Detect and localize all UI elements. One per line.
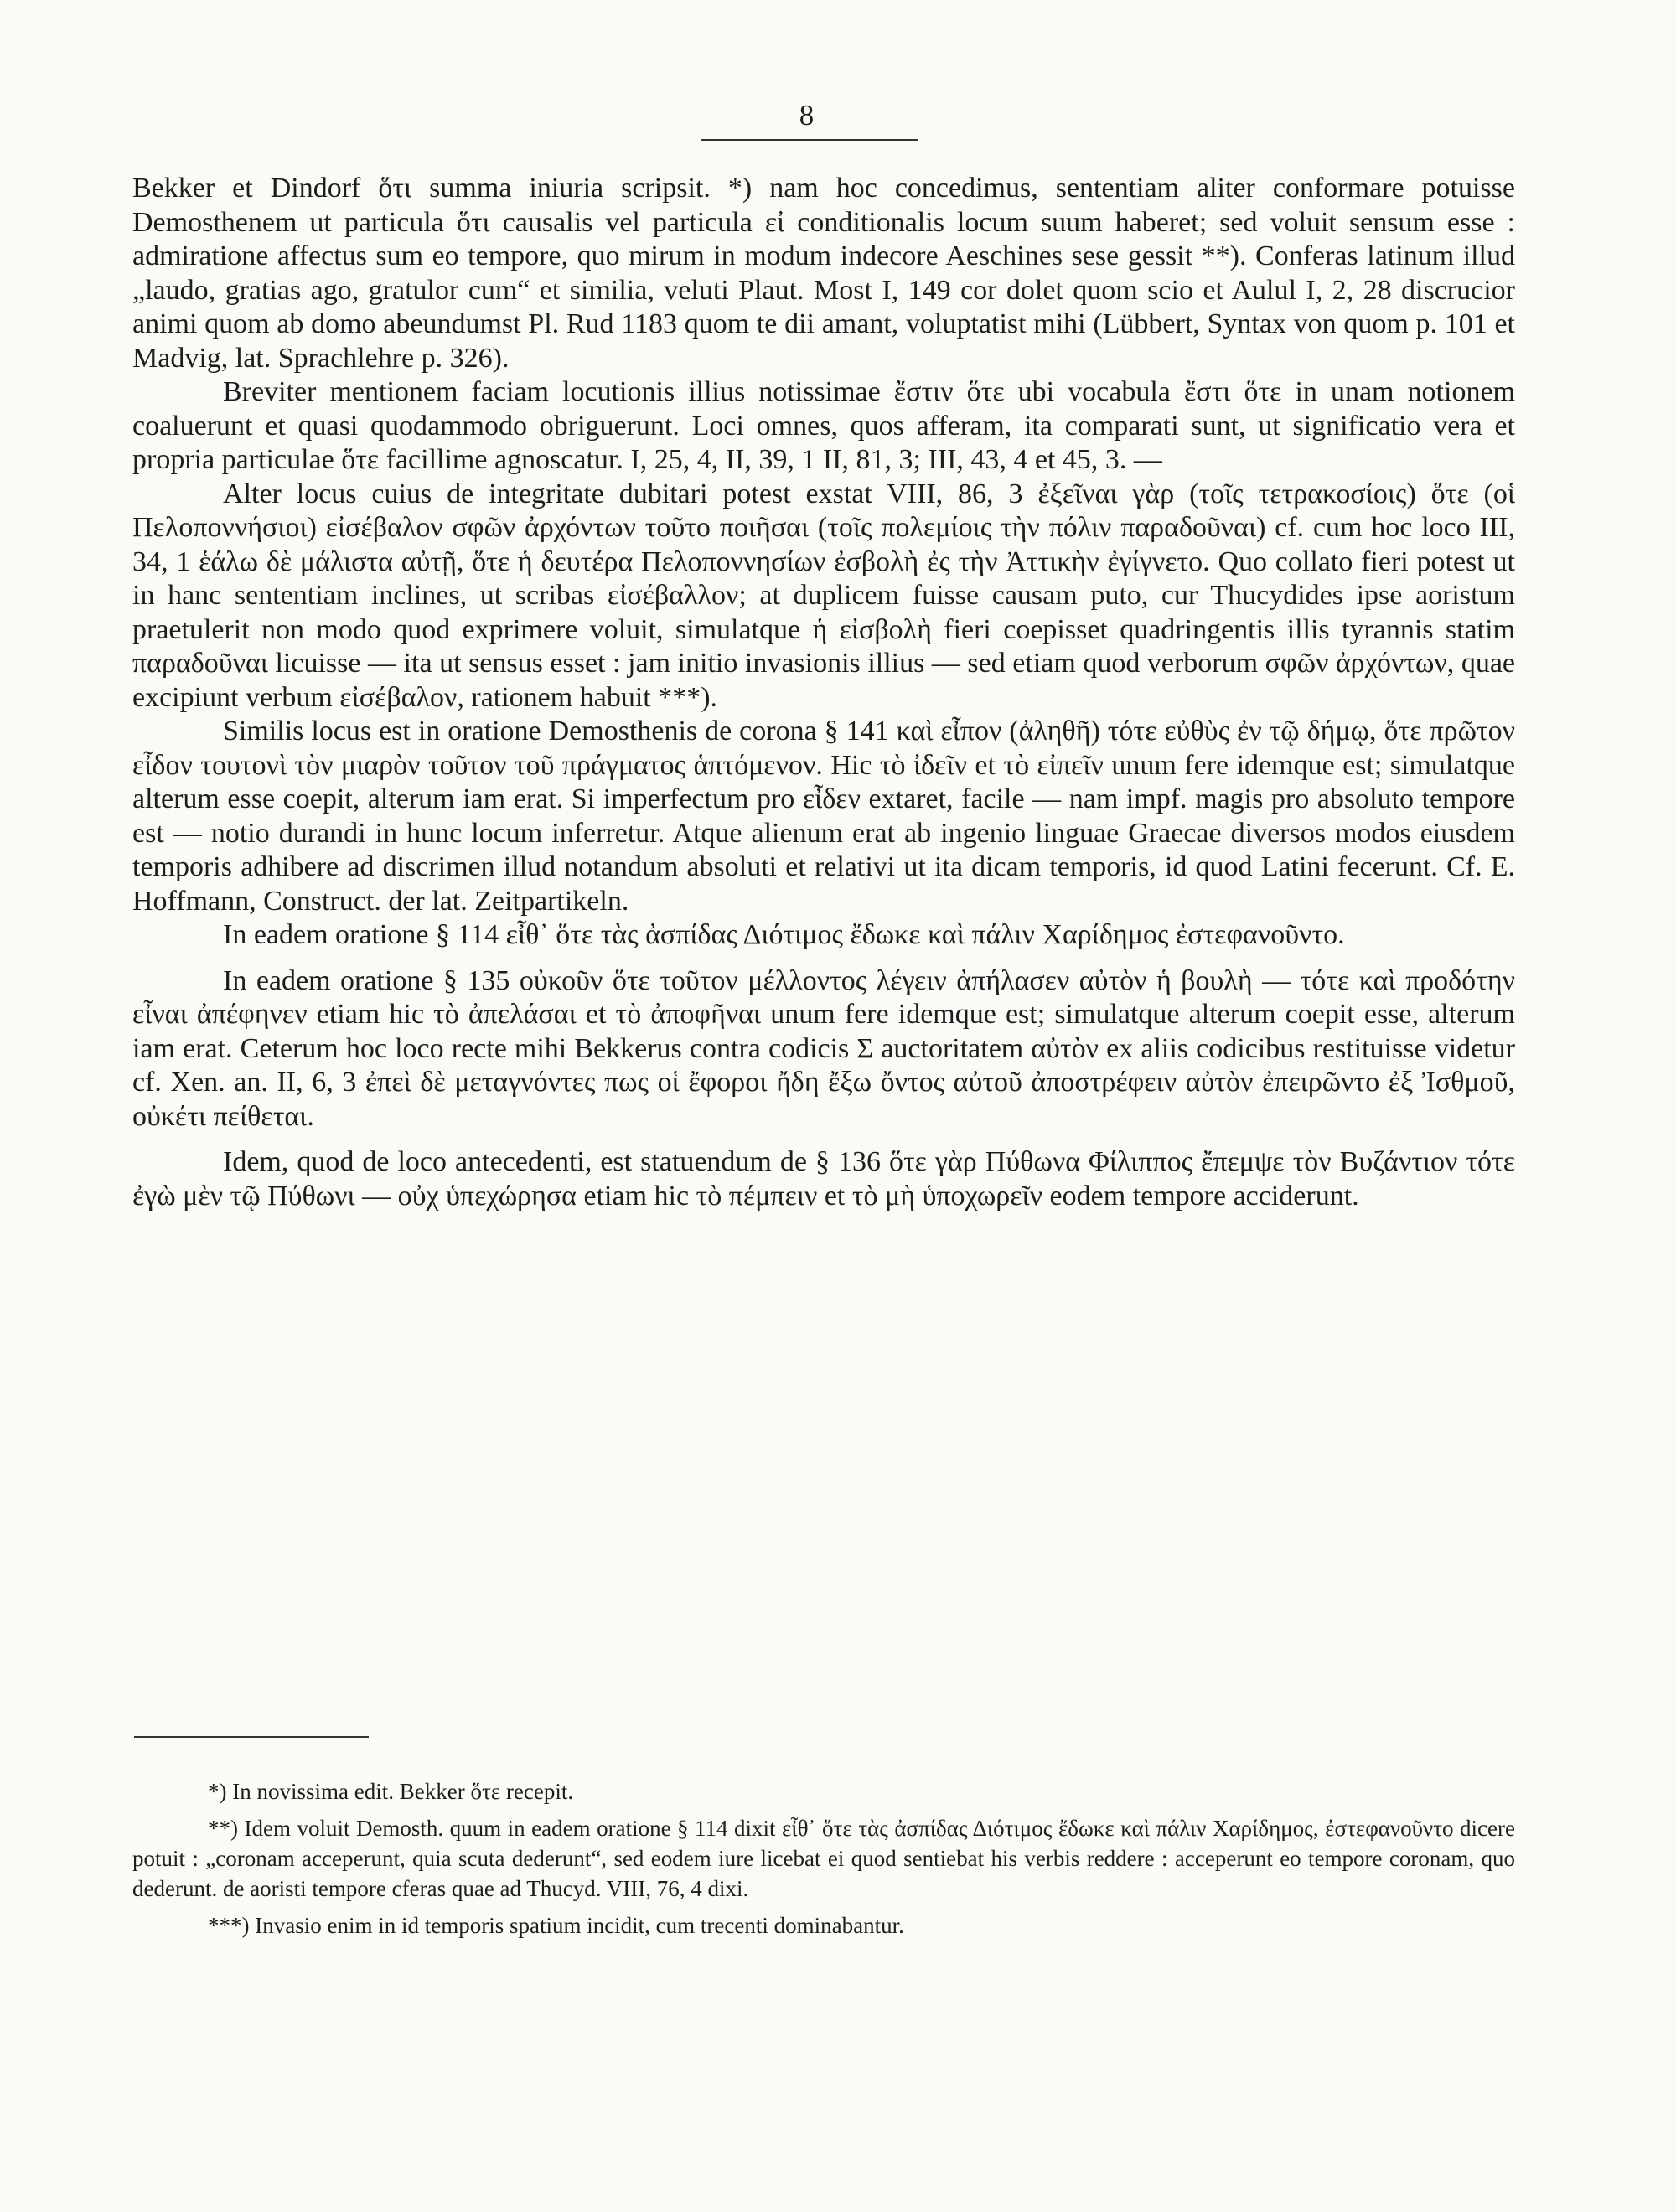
- paragraph-5: In eadem oratione § 114 εἶθ᾽ ὅτε τὰς ἀσπίδας Διότιμος ἔδωκε καὶ πάλιν Χαρίδημος ἐστεφανοῦντο.: [223, 919, 1345, 950]
- main-text: [132, 172, 1515, 1213]
- footnote-2: **) Idem voluit Demosth. quum in eadem oratione § 114 dixit εἶθ᾽ ὅτε τὰς ἀσπίδας Διότιμος ἔδωκε καὶ πάλιν Χαρίδημος, ἐστεφανοῦντο dicere potuit : „coronam acceperunt, quia scuta dederunt“, sed eodem iure licebat ei quod sentiebat his verbis reddere : acceperunt eo tempore coronam, quo dederunt. de aoristi tempore cferas quae ad Thucyd. VIII, 76, 4 dixi.: [132, 1816, 1515, 1901]
- paragraph-6: In eadem oratione § 135 οὐκοῦν ὅτε τοῦτον μέλλοντος λέγειν ἀπήλασεν αὐτὸν ἡ βουλὴ — τότε καὶ προδότην εἶναι ἀπέφηνεν etiam hic τὸ ἀπελάσαι et τὸ ἀποφῆναι unum fere idemque est; simulatque alterum coepit esse, alterum iam erat. Ceterum hoc loco recte mihi Bekkerus contra codicis Σ auctoritatem αὐτὸν ex aliis codicibus restituisse videtur cf. Xen. an. II, 6, 3 ἐπεὶ δὲ μεταγνόντες πως οἱ ἔφοροι ἤδη ἔξω ὄντος αὐτοῦ ἀποστρέφειν αὐτὸν ἐπειρῶντο ἐξ Ἰσθμοῦ, οὐκέτι πείθεται.: [132, 964, 1515, 1132]
- header-rule: [701, 139, 918, 141]
- footnote-rule: [134, 1736, 369, 1738]
- paragraph-3: Alter locus cuius de integritate dubitari potest exstat VIII, 86, 3 ἐξεῖναι γὰρ (τοῖς τετρακοσίοις) ὅτε (οἱ Πελοποννήσιοι) εἰσέβαλον σφῶν ἀρχόντων τοῦτο ποιῆσαι (τοῖς πολεμίοις τὴν πόλιν παραδοῦναι) cf. cum hoc loco III, 34, 1 ἑάλω δὲ μάλιστα αὐτῇ, ὅτε ἡ δευτέρα Πελοποννησίων ἐσβολὴ ἐς τὴν Ἀττικὴν ἐγίγνετο. Quo collato fieri potest ut in hanc sententiam inclines, ut scribas εἰσέβαλλον; at duplicem fuisse causam puto, cur Thucydides ipse aoristum praetulerit non modo quod exprimere voluit, simulatque ἡ εἰσβολὴ fieri coepisset quadringentis illis tyrannis statim παραδοῦναι licuisse — ita ut sensus esset : jam initio invasionis illius — sed etiam quod verborum σφῶν ἀρχόντων, quae excipiunt verbum εἰσέβαλον, rationem habuit ***).: [132, 478, 1515, 713]
- paragraph-2: Breviter mentionem faciam locutionis illius notissimae ἔστιν ὅτε ubi vocabula ἔστι ὅτε in unam notionem coaluerunt et quasi quodammodo obriguerunt. Loci omnes, quos afferam, ita comparati sunt, ut significatio vera et propria particulae ὅτε facillime agnoscatur. I, 25, 4, II, 39, 1 II, 81, 3; III, 43, 4 et 45, 3. —: [132, 376, 1515, 475]
- page-number: 8: [799, 99, 815, 132]
- footnote-1: *) In novissima edit. Bekker ὅτε recepit.: [208, 1779, 574, 1804]
- footnote-3: ***) Invasio enim in id temporis spatium incidit, cum trecenti dominabantur.: [208, 1913, 904, 1938]
- paragraph-4: Similis locus est in oratione Demosthenis de corona § 141 καὶ εἶπον (ἀληθῆ) τότε εὐθὺς ἐν τῷ δήμῳ, ὅτε πρῶτον εἶδον τουτονὶ τὸν μιαρὸν τοῦτον τοῦ πράγματος ἁπτόμενον. Hic τὸ ἰδεῖν et τὸ εἰπεῖν unum fere idemque est; simulatque alterum esse coepit, alterum iam erat. Si imperfectum pro εἶδεν extaret, facile — nam impf. magis pro absoluto tempore est — notio durandi in hunc locum inferretur. Atque alienum erat ab ingenio linguae Graecae diversos modos eiusdem temporis adhibere ad discrimen illud notandum absoluti et relativi ut ita dicam temporis, id quod Latini fecerunt. Cf. E. Hoffmann, Construct. der lat. Zeitpartikeln.: [132, 716, 1515, 917]
- paragraph-7: Idem, quod de loco antecedenti, est statuendum de § 136 ὅτε γὰρ Πύθωνα Φίλιππος ἔπεμψε τὸν Βυζάντιον τότε ἐγὼ μὲν τῷ Πύθωνι — οὐχ ὑπεχώρησα etiam hic τὸ πέμπειν et τὸ μὴ ὑποχωρεῖν eodem tempore acciderunt.: [132, 1146, 1515, 1212]
- footnotes: [132, 1776, 1515, 1947]
- paragraph-1: Bekker et Dindorf ὅτι summa iniuria scripsit. *) nam hoc concedimus, sententiam aliter conformare potuisse Demosthenem ut particula ὅτι causalis vel particula εἰ conditionalis locum suum haberet; sed voluit sensum esse : admiratione affectus sum eo tempore, quo mirum in modum indecore Aeschines sese gessit **). Conferas latinum illud „laudo, gratias ago, gratulor cum“ et similia, veluti Plaut. Most I, 149 cor dolet quom scio et Aulul I, 2, 28 discrucior animi quom ab domo abeundumst Pl. Rud 1183 quom te dii amant, voluptatist mihi (Lübbert, Syntax von quom p. 101 et Madvig, lat. Sprachlehre p. 326).: [132, 173, 1515, 374]
